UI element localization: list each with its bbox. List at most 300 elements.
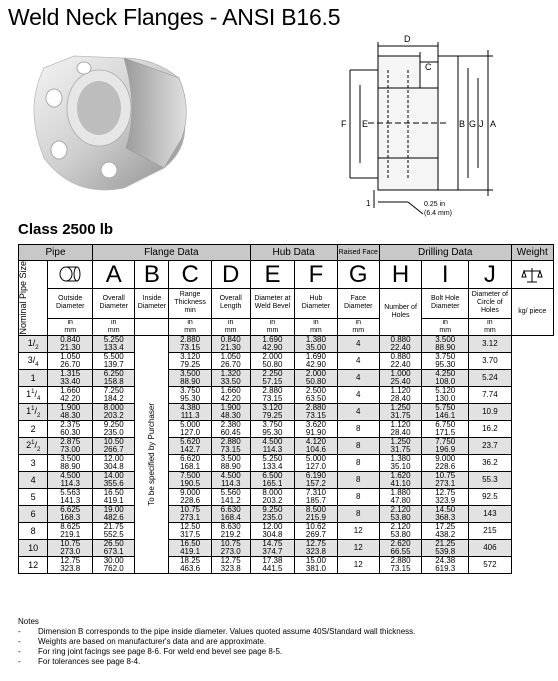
value-mm: 63.50 [305,393,326,403]
cell-e [211,522,250,539]
value-holes: 8 [356,423,361,433]
unit-in: in [442,318,448,326]
table-row [19,386,554,403]
note-bullet: - [18,637,21,646]
cell-d [169,352,211,369]
value-mm: 463.6 [180,563,201,573]
value-in: 16.50 [103,487,124,497]
value-mm: 130.0 [435,393,456,403]
letter-f: F [295,261,337,289]
notes-section [18,617,415,667]
note-text: For tolerances see page 8-4. [38,657,141,666]
value-in: 6.190 [305,470,326,480]
value-mm: 41.10 [390,478,411,488]
cell-holes [337,437,379,454]
nps-cell [19,420,48,437]
letter-i: I [422,261,469,289]
value-in: 5.560 [220,487,241,497]
cell-j [422,437,469,454]
value-in: 3.500 [180,368,201,378]
letter-d: D [211,261,250,289]
nps-value: 2 [30,423,36,434]
cell-i [379,335,421,352]
cell-g [295,522,337,539]
value-mm: 60.30 [60,427,81,437]
cell-b [93,369,135,386]
value-in: 21.75 [103,521,124,531]
value-mm: 273.1 [435,478,456,488]
cell-b [93,335,135,352]
unit-d [169,318,211,335]
value-mm: 26.70 [220,359,241,369]
cell-f [250,369,295,386]
value-mm: 368.3 [435,512,456,522]
cell-j [422,454,469,471]
class-title: Class 2500 lb [18,221,114,238]
group-raised-face: Raised Face [337,245,379,261]
value-in: 2.000 [305,368,326,378]
value-in: 3.500 [220,453,241,463]
value-holes: 4 [356,406,361,416]
nps-cell [19,488,48,505]
value-in: 7.500 [180,470,201,480]
value-mm: 35.00 [305,342,326,352]
desc-overall-diameter: Overall Diameter [93,289,135,319]
table-body [19,335,554,573]
cell-a [48,420,93,437]
unit-in: in [487,318,493,326]
value-in: 5.000 [305,453,326,463]
dim-label-e: E [362,119,369,129]
cell-g [295,505,337,522]
cell-weight [469,420,511,437]
cell-a [48,539,93,556]
cell-e [211,386,250,403]
table-row [19,454,554,471]
nps-frac-slash: / [34,389,37,400]
cell-i [379,471,421,488]
cell-f [250,488,295,505]
cell-j [422,522,469,539]
value-mm: 114.3 [220,478,241,488]
value-mm: 73.15 [305,410,326,420]
dim-label-c: C [425,62,432,72]
cell-b [93,454,135,471]
cell-i [379,403,421,420]
cell-weight [469,335,511,352]
nps-header-label: Nominal Pipe Size [18,261,28,335]
nps-cell [19,522,48,539]
cell-g [295,420,337,437]
letter-g: G [337,261,379,289]
value-mm: 21.30 [60,342,81,352]
desc-hub-diameter: Hub Diameter [295,289,337,319]
value-kg: 92.5 [482,491,498,501]
value-mm: 482.6 [103,512,124,522]
value-mm: 73.00 [60,444,81,454]
letter-j: J [469,261,511,289]
table-row [19,522,554,539]
desc-outside-diameter: Outside Diameter [48,289,93,319]
value-in: 21.25 [435,538,456,548]
dim-label-f: F [341,119,347,129]
value-kg: 143 [483,508,497,518]
value-mm: 219.2 [220,529,241,539]
value-holes: 4 [356,389,361,399]
cell-i [379,522,421,539]
value-in: 5.120 [435,385,456,395]
value-in: 1.320 [220,368,241,378]
value-mm: 57.15 [262,376,283,386]
cell-a [48,352,93,369]
table-row [19,505,554,522]
cell-i [379,352,421,369]
value-in: 5.500 [103,351,124,361]
cell-f [250,386,295,403]
value-holes: 4 [356,372,361,382]
nps-frac-num: 1 [31,440,35,447]
cell-f [250,437,295,454]
value-mm: 95.30 [262,427,283,437]
value-in: 12.00 [262,521,283,531]
cell-weight [469,352,511,369]
value-mm: 79.25 [180,359,201,369]
nps-frac-num: 1 [31,389,35,396]
value-in: 2.250 [262,368,283,378]
group-weight: Weight [511,245,553,261]
letter-e: E [250,261,295,289]
value-in: 8.000 [103,402,124,412]
value-mm: 60.45 [220,427,241,437]
value-in: 17.38 [262,555,283,565]
unit-h [337,318,379,335]
value-in: 3.500 [435,334,456,344]
nps-value: 1 [27,338,33,349]
cell-a [48,454,93,471]
unit-mm: mm [224,326,237,334]
value-mm: 35.10 [390,461,411,471]
unit-in: in [67,318,73,326]
table-row [19,471,554,488]
value-mm: 228.6 [180,495,201,505]
cell-holes [337,403,379,420]
value-in: 6.500 [262,470,283,480]
cell-weight [469,505,511,522]
value-in: 2.120 [390,521,411,531]
value-in: 5.620 [180,436,201,446]
flange-illustration [14,38,214,198]
note-text: Weights are based on manufacturer's data and are approximate. [38,637,267,646]
value-in: 3.750 [180,385,201,395]
group-hub-data: Hub Data [250,245,337,261]
value-mm: 42.20 [220,393,241,403]
cell-i [379,420,421,437]
cell-e [211,556,250,573]
cell-a [48,335,93,352]
cell-j [422,386,469,403]
unit-a [48,318,93,335]
cell-g [295,454,337,471]
value-mm: 235.0 [103,427,124,437]
value-mm: 304.8 [262,529,283,539]
nps-frac-slash: / [34,440,37,451]
value-holes: 8 [356,457,361,467]
cell-i [379,556,421,573]
value-in: 7.250 [103,385,124,395]
value-mm: 26.70 [60,359,81,369]
dim-label-one: 1 [366,199,371,208]
cell-weight [469,488,511,505]
cell-a [48,386,93,403]
value-mm: 168.3 [60,512,81,522]
dim-label-d: D [404,34,411,44]
value-holes: 8 [356,440,361,450]
value-in: 3.750 [262,419,283,429]
cell-d [169,454,211,471]
cell-e [211,420,250,437]
value-mm: 215.9 [305,512,326,522]
value-in: 12.75 [60,555,81,565]
value-mm: 33.40 [60,376,81,386]
nps-cell [19,403,48,420]
value-mm: 203.2 [103,410,124,420]
cell-j [422,403,469,420]
desc-bolt-hole-diameter: Bolt Hole Diameter [422,289,469,319]
unit-mm: mm [310,326,322,334]
value-in: 9.000 [180,487,201,497]
cell-d [169,335,211,352]
cell-f [250,420,295,437]
desc-circle-of-holes: Diameter of Circle of Holes [469,289,511,319]
desc-inside-diameter: Inside Diameter [135,289,169,319]
unit-in: in [269,318,276,326]
value-mm: 127.0 [305,461,326,471]
group-drilling-data: Drilling Data [379,245,511,261]
cell-weight [469,369,511,386]
scale-icon-cell [511,261,553,289]
value-in: 2.500 [305,385,326,395]
nps-value: 5 [30,491,36,502]
value-mm: 42.90 [305,359,326,369]
cell-b [93,556,135,573]
desc-kg-per-piece: kg/ piece [511,289,553,336]
value-in: 16.50 [180,538,201,548]
value-in: 1.120 [390,419,411,429]
value-in: 6.630 [220,504,241,514]
value-mm: 539.8 [435,546,456,556]
value-mm: 88.90 [60,461,81,471]
nps-value: 1 [26,406,32,417]
value-in: 1.120 [390,385,411,395]
value-mm: 142.7 [180,444,201,454]
value-in: 6.750 [435,419,456,429]
value-in: 9.000 [435,453,456,463]
letter-c: C [169,261,211,289]
value-mm: 273.0 [60,546,81,556]
cell-j [422,539,469,556]
nps-value: 1 [30,372,36,383]
cell-e [211,454,250,471]
nps-cell [19,454,48,471]
value-mm: 323.8 [305,546,326,556]
nps-frac-den: 2 [36,412,41,419]
value-mm: 419.1 [103,495,124,505]
value-in: 6.625 [60,504,81,514]
value-in: 14.00 [103,470,124,480]
value-in: 2.380 [220,419,241,429]
cell-d [169,403,211,420]
note-text: For ring joint facings see page 8-6. For weld end bevel see page 8-5. [38,647,283,656]
cell-b [93,437,135,454]
specified-by-purchaser-cell [135,335,169,573]
value-mm: 619.3 [435,563,456,573]
value-mm: 88.90 [435,342,456,352]
value-mm: 48.30 [220,410,241,420]
value-in: 12.75 [435,487,456,497]
value-in: 3.500 [60,453,81,463]
group-pipe: Pipe [19,245,93,261]
cell-e [211,403,250,420]
letter-row [19,261,554,289]
value-mm: 73.15 [390,563,411,573]
value-in: 24.38 [435,555,456,565]
cell-j [422,488,469,505]
unit-c [135,318,169,335]
cell-e [211,335,250,352]
cell-holes [337,386,379,403]
value-in: 1.380 [390,453,411,463]
value-in: 1.620 [390,470,411,480]
nps-frac-slash: / [34,406,37,417]
unit-e [211,318,250,335]
unit-mm: mm [266,326,279,334]
note-item [18,627,415,637]
table-row [19,556,554,573]
value-in: 30.00 [103,555,124,565]
cell-g [295,335,337,352]
value-in: 7.750 [435,436,456,446]
value-in: 2.620 [390,538,411,548]
value-mm: 171.5 [435,427,456,437]
value-mm: 108.0 [435,376,456,386]
cell-i [379,488,421,505]
group-flange-data: Flange Data [93,245,251,261]
value-mm: 184.2 [103,393,124,403]
notes-heading: Notes [18,617,39,626]
cell-d [169,505,211,522]
cell-f [250,454,295,471]
value-mm: 22.40 [390,359,411,369]
value-in: 6.250 [103,368,124,378]
cell-b [93,471,135,488]
note-item [18,647,415,657]
value-mm: 88.90 [220,461,241,471]
value-kg: 10.9 [482,406,498,416]
value-mm: 219.1 [60,529,81,539]
value-mm: 127.0 [180,427,201,437]
table-row [19,369,554,386]
cell-e [211,437,250,454]
cell-i [379,454,421,471]
cell-f [250,522,295,539]
value-in: 1.050 [60,351,81,361]
value-in: 1.250 [390,436,411,446]
nps-value: 3 [27,355,33,366]
value-kg: 7.74 [482,389,498,399]
unit-b [93,318,135,335]
value-mm: 28.40 [390,393,411,403]
cell-a [48,437,93,454]
flange-cross-section-diagram [328,30,553,220]
value-mm: 28.40 [390,427,411,437]
cell-f [250,505,295,522]
note-item [18,637,415,647]
desc-number-of-holes: Number of Holes [379,289,421,336]
cell-d [169,556,211,573]
value-mm: 21.30 [220,342,241,352]
cell-a [48,471,93,488]
cell-b [93,505,135,522]
cell-a [48,488,93,505]
page-title: Weld Neck Flanges - ANSI B16.5 [8,4,341,30]
value-mm: 141.3 [60,495,81,505]
value-in: 5.563 [60,487,81,497]
value-in: 3.120 [262,402,283,412]
value-mm: 762.0 [103,563,124,573]
value-in: 1.690 [305,351,326,361]
value-in: 5.250 [103,334,124,344]
value-mm: 438.2 [435,529,456,539]
cell-holes [337,522,379,539]
nps-cell [19,335,48,352]
value-kg: 3.70 [482,355,498,365]
value-mm: 266.7 [103,444,124,454]
cell-g [295,403,337,420]
cell-g [295,352,337,369]
nps-frac-den: 4 [35,361,39,368]
cell-b [93,420,135,437]
value-mm: 381.0 [305,563,326,573]
cell-g [295,556,337,573]
unit-j [469,318,511,335]
value-in: 19.00 [103,504,124,514]
value-in: 1.690 [262,334,283,344]
cell-d [169,386,211,403]
cell-d [169,522,211,539]
value-kg: 5.24 [482,372,498,382]
value-mm: 79.25 [262,410,283,420]
value-mm: 33.50 [220,376,241,386]
cell-holes [337,556,379,573]
cell-j [422,335,469,352]
value-in: 17.25 [435,521,456,531]
value-in: 2.120 [390,504,411,514]
nps-value: 1 [26,389,32,400]
cell-e [211,352,250,369]
nps-value: 2 [26,440,32,451]
value-mm: 66.55 [390,546,411,556]
cell-d [169,369,211,386]
value-mm: 203.2 [262,495,283,505]
value-in: 10.50 [103,436,124,446]
nps-value: 8 [30,525,36,536]
cell-b [93,522,135,539]
value-mm: 190.5 [180,478,201,488]
cell-i [379,539,421,556]
cell-weight [469,471,511,488]
value-mm: 157.2 [305,478,326,488]
value-in: 15.00 [305,555,326,565]
